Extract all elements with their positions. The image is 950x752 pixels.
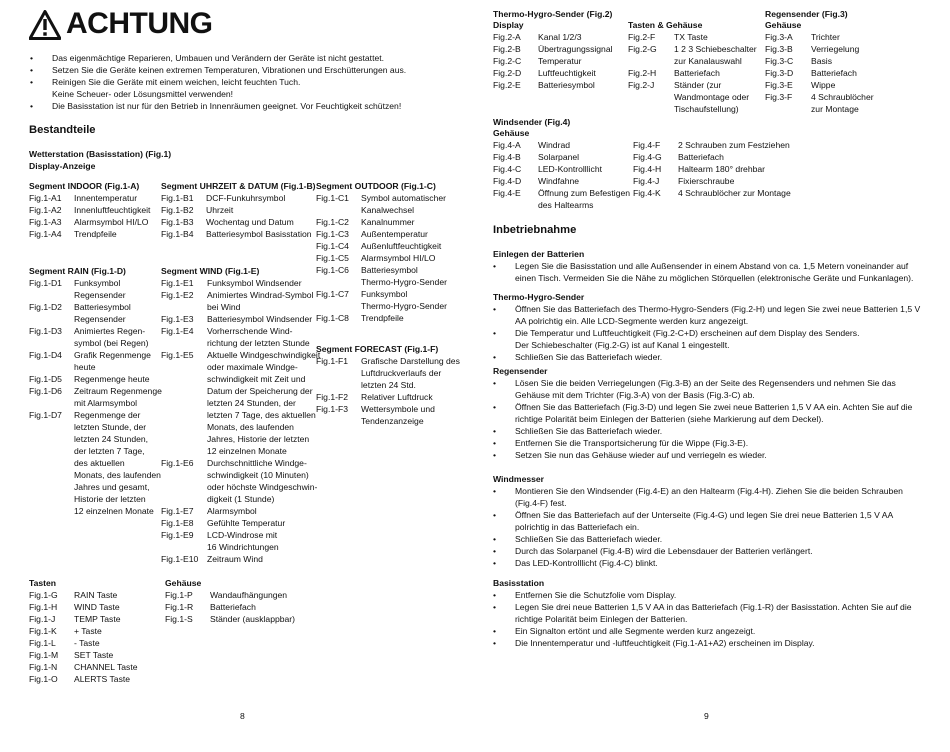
bullet-icon: • [493,378,497,388]
fig-ref: Fig.1-D6 [29,386,62,396]
fig-ref: Fig.1-K [29,626,57,636]
fig-description: Aktuelle Windgeschwindigkeit oder maximale Windge- schwindigkeit mit Zeit und Datum der Speicherung der letzten 24 Stunden, der letzten 7 Tage, des aktuellen Monats, des laufenden Jahres, Historie der letzten 12 einzelnen Monate [207,350,321,456]
fig-ref: Fig.4-B [493,152,521,162]
fig-description: Innentemperatur [74,193,138,203]
fig-ref: Fig.1-D7 [29,410,62,420]
fig-ref: Fig.1-E5 [161,350,194,360]
fig-ref: Fig.1-E6 [161,458,194,468]
warning-triangle-icon [29,10,61,40]
fig-ref: Fig.1-N [29,662,58,672]
subsection-heading: Thermo-Hygro-Sender [493,292,585,302]
fig-description: Batteriesymbol [538,80,595,90]
fig-ref: Fig.1-C8 [316,313,349,323]
bullet-icon: • [493,261,497,271]
fig-ref: Fig.2-H [628,68,657,78]
section-heading-inbetriebnahme: Inbetriebnahme [493,224,577,236]
fig-ref: Fig.1-L [29,638,56,648]
fig-description: RAIN Taste [74,590,118,600]
fig-ref: Fig.1-E3 [161,314,194,324]
fig-ref: Fig.4-H [633,164,662,174]
instruction-text: Öffnen Sie das Batteriefach des Thermo-Hygro-Senders (Fig.2-H) und legen Sie zwei neue Batterien 1,5 V AA polrichtig ein. Alle LCD-Segmente werden kurz angezeigt. [515,304,921,326]
fig-description: Vorherrschende Wind- richtung der letzten Stunde [207,326,310,348]
fig-ref: Fig.1-J [29,614,56,624]
fig-description: Regenmenge der letzten Stunde, der letzten 24 Stunden, der letzten 7 Tage, des aktuellen Monats, des laufenden Jahres und gesamt, Historie der letzten 12 einzelnen Monate [74,410,161,516]
fig-ref: Fig.1-S [165,614,193,624]
instruction-text: Setzen Sie nun das Gehäuse wieder auf und verriegeln es wieder. [515,450,767,460]
bullet-icon: • [493,426,497,436]
fig-ref: Fig.1-E1 [161,278,194,288]
instruction-text: Öffnen Sie das Batteriefach auf der Unterseite (Fig.4-G) und legen Sie drei neue Batterien 1,5 V AA polrichtig in das Batteriefach ein. [515,510,893,532]
fig-ref: Fig.4-J [633,176,660,186]
fig-description: Batteriefach [210,602,256,612]
bullet-icon: • [493,558,497,568]
fig-description: Fixierschraube [678,176,735,186]
fig-description: LED-Kontrolllicht [538,164,602,174]
warning-text: Die Basisstation ist nur für den Betrieb in Innenräumen geeignet. Vor Feuchtigkeit schützen! [52,101,402,111]
page-title: ACHTUNG [66,7,213,40]
fig-description: Funksymbol Regensender [74,278,126,300]
fig-description: Außenluftfeuchtigkeit [361,241,442,251]
fig-ref: Fig.3-E [765,80,793,90]
bullet-icon: • [493,486,497,496]
fig-ref: Fig.1-F3 [316,404,348,414]
subsection-heading: Einlegen der Batterien [493,249,585,259]
fig-description: Verriegelung [811,44,860,54]
fig-ref: Fig.3-F [765,92,793,102]
group-heading: Segment OUTDOOR (Fig.1-C) [316,181,436,191]
fig-description: Trichter [811,32,840,42]
page-right [475,0,950,752]
heading-thermo-hygro-sender: Thermo-Hygro-Sender (Fig.2) [493,9,613,19]
fig-description: Haltearm 180° drehbar [678,164,766,174]
fig-ref: Fig.2-F [628,32,656,42]
fig-description: ALERTS Taste [74,674,131,684]
fig-ref: Fig.1-D2 [29,302,62,312]
fig-description: Symbol automatischer Kanalwechsel [361,193,447,215]
fig-ref: Fig.4-C [493,164,522,174]
fig-description: Öffnung zum Befestigen des Haltearms [538,188,631,210]
bullet-icon: • [493,626,497,636]
fig-ref: Fig.2-B [493,44,521,54]
fig-description: 1 2 3 Schiebeschalter zur Kanalauswahl [674,44,757,66]
fig-description: Innenluftfeuchtigkeit [74,205,151,215]
fig-ref: Fig.1-F1 [316,356,348,366]
fig-description: Kanalnummer [361,217,415,227]
bullet-icon: • [30,65,34,75]
group-heading: Segment INDOOR (Fig.1-A) [29,181,140,191]
fig-description: Zeitraum Wind [207,554,263,564]
bullet-icon: • [493,638,497,648]
fig-description: Wippe [811,80,836,90]
fig-description: Batteriesymbol Basisstation [206,229,312,239]
fig-description: Trendpfeile [361,313,404,323]
subsection-heading: Windmesser [493,474,545,484]
group-heading: Display [493,20,524,30]
bullet-icon: • [493,450,497,460]
group-heading: Gehäuse [493,128,530,138]
fig-description: Batteriefach [811,68,857,78]
bullet-icon: • [493,546,497,556]
fig-description: Wochentag und Datum [206,217,294,227]
instruction-item [493,625,925,637]
fig-description: WIND Taste [74,602,120,612]
group-heading: Gehäuse [765,20,802,30]
fig-ref: Fig.1-E4 [161,326,194,336]
fig-description: Basis [811,56,833,66]
fig-description: Gefühlte Temperatur [207,518,286,528]
fig-ref: Fig.1-B1 [161,193,194,203]
group-heading: Gehäuse [165,578,202,588]
fig-ref: Fig.1-A3 [29,217,62,227]
instruction-text: Legen Sie die Basisstation und alle Außensender in einem Abstand von ca. 1,5 Metern voneinander auf einen Tisch. Vermeiden Sie die Nähe zu möglichen Störquellen (elektronische Geräte und Funkanlagen). [515,261,914,283]
fig-ref: Fig.1-H [29,602,58,612]
fig-ref: Fig.1-E7 [161,506,194,516]
bullet-icon: • [493,304,497,314]
bullet-icon: • [493,510,497,520]
bullet-icon: • [30,53,34,63]
warning-text: Setzen Sie die Geräte keinen extremen Temperaturen, Vibrationen und Erschütterungen aus. [52,65,407,75]
fig-description: Batteriesymbol Regensender [74,302,131,324]
bullet-icon: • [493,590,497,600]
instruction-text: Die Temperatur und Luftfeuchtigkeit (Fig.2-C+D) erscheinen auf dem Display des Senders. Der Schiebeschalter (Fig.2-G) ist auf Kanal 1 eingestellt. [515,328,860,350]
fig-ref: Fig.1-C2 [316,217,349,227]
fig-description: Batteriesymbol Thermo-Hygro-Sender [361,265,447,287]
instruction-item [493,601,925,625]
instruction-text: Öffnen Sie das Batteriefach (Fig.3-D) und legen Sie zwei neue Batterien 1,5 V AA ein. Achten Sie auf die richtige Polarität beim Einlegen der Batterien (siehe Markierung auf dem Deckel). [515,402,913,424]
bullet-icon: • [30,77,34,87]
fig-description: Windfahne [538,176,580,186]
fig-description: Temperatur [538,56,582,66]
fig-description: Durchschnittliche Windge- schwindigkeit (10 Minuten) oder höchste Windgeschwin- digkeit (1 Stunde) [207,458,318,504]
instruction-item [493,557,925,569]
fig-ref: Fig.1-E8 [161,518,194,528]
fig-ref: Fig.1-B3 [161,217,194,227]
fig-description: Übertragungssignal [538,44,613,54]
fig-ref: Fig.3-A [765,32,793,42]
section-heading-bestandteile: Bestandteile [29,124,96,136]
fig-description: Alarmsymbol HI/LO [361,253,436,263]
fig-description: Kanal 1/2/3 [538,32,582,42]
fig-description: Batteriefach [678,152,724,162]
fig-ref: Fig.4-A [493,140,521,150]
fig-ref: Fig.2-E [493,80,521,90]
bullet-icon: • [30,101,34,111]
page-number-right: 9 [704,711,709,721]
instruction-item [493,327,925,351]
fig-ref: Fig.1-C5 [316,253,349,263]
warning-text: Reinigen Sie die Geräte mit einem weichen, leicht feuchten Tuch. Keine Scheuer- oder Lösungsmittel verwenden! [52,77,301,99]
fig-description: Grafische Darstellung des Luftdruckverlaufs der letzten 24 Std. [361,356,460,390]
warning-item [30,52,460,64]
fig-ref: Fig.1-C3 [316,229,349,239]
fig-ref: Fig.3-D [765,68,794,78]
fig-ref: Fig.4-E [493,188,521,198]
fig-description: 4 Schraublöcher zur Montage [678,188,791,198]
fig-description: Batteriefach [674,68,720,78]
fig-ref: Fig.2-J [628,80,655,90]
fig-description: Ständer (ausklappbar) [210,614,296,624]
fig-description: Funksymbol Windsender [207,278,302,288]
group-heading: Segment WIND (Fig.1-E) [161,266,260,276]
fig-description: TEMP Taste [74,614,121,624]
instruction-item [493,425,925,437]
fig-ref: Fig.1-A1 [29,193,62,203]
bullet-icon: • [493,602,497,612]
fig-ref: Fig.1-C1 [316,193,349,203]
fig-description: Wandaufhängungen [210,590,288,600]
instruction-item [493,437,925,449]
fig-description: Batteriesymbol Windsender [207,314,313,324]
fig-description: Windrad [538,140,570,150]
warning-item [30,100,460,112]
fig-description: DCF-Funkuhrsymbol [206,193,286,203]
warning-text: Das eigenmächtige Reparieren, Umbauen und Verändern der Geräte ist nicht gestattet. [52,53,385,63]
instruction-text: Schließen Sie das Batteriefach wieder. [515,352,663,362]
subsection-heading: Regensender [493,366,548,376]
fig-ref: Fig.1-F2 [316,392,348,402]
fig-ref: Fig.1-E9 [161,530,194,540]
fig-description: Grafik Regenmenge heute [74,350,151,372]
fig-ref: Fig.2-D [493,68,522,78]
instruction-text: Legen Sie drei neue Batterien 1,5 V AA in das Batteriefach (Fig.1-R) der Basisstation. Achten Sie auf die richtige Polarität beim Einlegen der Batterien. [515,602,912,624]
fig-ref: Fig.1-P [165,590,193,600]
fig-ref: Fig.1-M [29,650,59,660]
heading-regensender: Regensender (Fig.3) [765,9,848,19]
instruction-item [493,589,925,601]
instruction-item [493,449,925,461]
fig-description: Zeitraum Regenmenge mit Alarmsymbol [74,386,162,408]
fig-description: TX Taste [674,32,708,42]
instruction-item [493,637,925,649]
fig-description: LCD-Windrose mit 16 Windrichtungen [207,530,279,552]
instruction-item [493,377,925,401]
fig-ref: Fig.1-E2 [161,290,194,300]
fig-ref: Fig.1-D3 [29,326,62,336]
fig-description: Animiertes Windrad-Symbol bei Wind [207,290,314,312]
fig-ref: Fig.3-B [765,44,793,54]
fig-ref: Fig.1-C6 [316,265,349,275]
fig-description: Uhrzeit [206,205,234,215]
fig-ref: Fig.1-D1 [29,278,62,288]
fig-ref: Fig.1-B4 [161,229,194,239]
instruction-item [493,401,925,425]
fig-ref: Fig.2-G [628,44,657,54]
fig-description: Luftfeuchtigkeit [538,68,596,78]
fig-description: 4 Schraublöcher zur Montage [811,92,874,114]
instruction-text: Ein Signalton ertönt und alle Segmente werden kurz angezeigt. [515,626,756,636]
fig-ref: Fig.1-C4 [316,241,349,251]
fig-ref: Fig.1-R [165,602,194,612]
instruction-item [493,303,925,327]
fig-ref: Fig.1-D5 [29,374,62,384]
fig-description: Ständer (zur Wandmontage oder Tischaufstellung) [674,80,750,114]
fig-ref: Fig.2-A [493,32,521,42]
instruction-text: Die Innentemperatur und -luftfeuchtigkeit (Fig.1-A1+A2) erscheinen im Display. [515,638,815,648]
bullet-icon: • [493,402,497,412]
bullet-icon: • [493,328,497,338]
fig-description: Wettersymbole und Tendenzanzeige [361,404,435,426]
instruction-text: Schließen Sie das Batteriefach wieder. [515,534,663,544]
fig-description: Außentemperatur [361,229,428,239]
fig-ref: Fig.1-O [29,674,58,684]
instruction-item [493,351,925,363]
fig-ref: Fig.2-C [493,56,522,66]
group-heading: Segment RAIN (Fig.1-D) [29,266,126,276]
fig-description: Funksymbol Thermo-Hygro-Sender [361,289,447,311]
fig-ref: Fig.1-D4 [29,350,62,360]
warning-item [30,76,460,100]
fig-description: Solarpanel [538,152,580,162]
subsection-heading: Basisstation [493,578,545,588]
instruction-text: Entfernen Sie die Transportsicherung für die Wippe (Fig.3-E). [515,438,749,448]
fig-description: Relativer Luftdruck [361,392,433,402]
group-heading: Segment UHRZEIT & DATUM (Fig.1-B) [161,181,316,191]
fig-description: Regenmenge heute [74,374,150,384]
fig-ref: Fig.1-B2 [161,205,194,215]
fig-ref: Fig.4-F [633,140,661,150]
fig-description: 2 Schrauben zum Festziehen [678,140,790,150]
heading-windsender: Windsender (Fig.4) [493,117,571,127]
fig-description: Animiertes Regen- symbol (bei Regen) [74,326,149,348]
page-number-left: 8 [240,711,245,721]
warning-item [30,64,460,76]
instruction-text: Durch das Solarpanel (Fig.4-B) wird die Lebensdauer der Batterien verlängert. [515,546,813,556]
instruction-item [493,509,925,533]
instruction-item [493,260,925,284]
fig-ref: Fig.1-E10 [161,554,199,564]
fig-description: + Taste [74,626,102,636]
instruction-text: Schließen Sie das Batteriefach wieder. [515,426,663,436]
fig-ref: Fig.3-C [765,56,794,66]
instruction-text: Lösen Sie die beiden Verriegelungen (Fig.3-B) an der Seite des Regensenders und nehmen Sie das Gehäuse mit dem Trichter (Fig.3-A) von der Basis (Fig.3-C) ab. [515,378,896,400]
fig-description: SET Taste [74,650,114,660]
instruction-item [493,485,925,509]
heading-display-anzeige: Display-Anzeige [29,161,96,171]
bullet-icon: • [493,352,497,362]
fig-ref: Fig.1-A2 [29,205,62,215]
bullet-icon: • [493,438,497,448]
fig-description: Alarmsymbol [207,506,257,516]
heading-wetterstation: Wetterstation (Basisstation) (Fig.1) [29,149,172,159]
fig-description: Trendpfeile [74,229,117,239]
bullet-icon: • [493,534,497,544]
group-heading: Segment FORECAST (Fig.1-F) [316,344,439,354]
fig-ref: Fig.4-D [493,176,522,186]
group-heading: Tasten [29,578,57,588]
fig-ref: Fig.1-A4 [29,229,62,239]
instruction-text: Entfernen Sie die Schutzfolie vom Display. [515,590,677,600]
fig-ref: Fig.4-G [633,152,662,162]
instruction-item [493,533,925,545]
fig-description: CHANNEL Taste [74,662,138,672]
fig-ref: Fig.4-K [633,188,661,198]
instruction-text: Das LED-Kontrolllicht (Fig.4-C) blinkt. [515,558,658,568]
instruction-text: Montieren Sie den Windsender (Fig.4-E) an den Haltearm (Fig.4-H). Ziehen Sie die beiden Schrauben (Fig.4-F) fest. [515,486,903,508]
group-heading: Tasten & Gehäuse [628,20,703,30]
fig-ref: Fig.1-G [29,590,58,600]
fig-description: Alarmsymbol HI/LO [74,217,149,227]
fig-description: - Taste [74,638,100,648]
instruction-item [493,545,925,557]
fig-ref: Fig.1-C7 [316,289,349,299]
